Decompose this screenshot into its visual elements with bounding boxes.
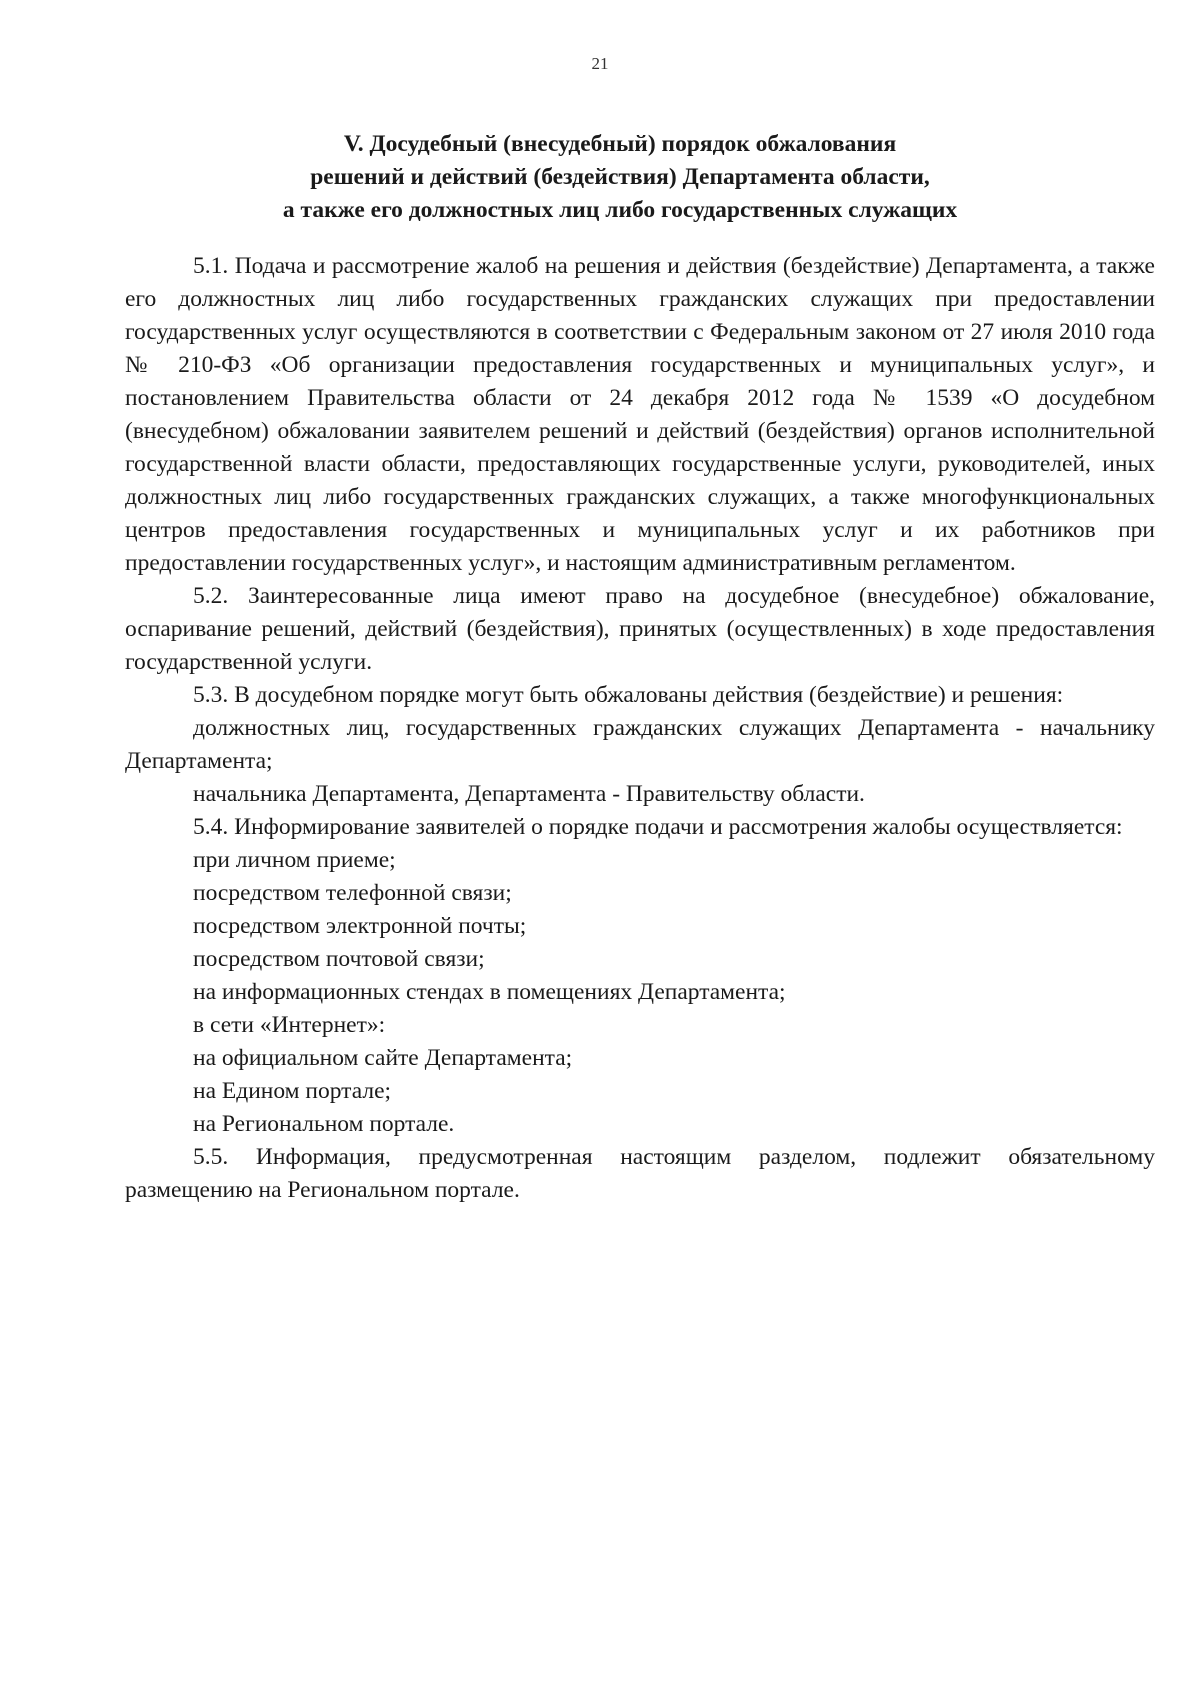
paragraph-5-3-item-2: начальника Департамента, Департамента - Правительству области. — [193, 781, 865, 807]
paragraph-5-4: 5.4. Информирование заявителей о порядке подачи и рассмотрения жалобы осуществляется: — [193, 814, 1123, 840]
paragraph-5-3: 5.3. В досудебном порядке могут быть обжалованы действия (бездействие) и решения: — [193, 682, 1064, 708]
list-item: на Едином портале; — [193, 1078, 392, 1104]
list-item: на официальном сайте Департамента; — [193, 1045, 573, 1071]
heading-line-1: V. Досудебный (внесудебный) порядок обжалования — [343, 131, 897, 157]
paragraph-5-1: 5.1. Подача и рассмотрение жалоб на решения и действия (бездействие) Департамента, а также его должностных лиц либо государственных гражданских служащих при предоставлении государственных услуг осуществляются в соответствии с Федеральным законом от 27 июля 2010 года № 210-ФЗ «Об организации предоставления государственных и муниципальных услуг», и постановлением Правительства области от 24 декабря 2012 года № 1539 «О досудебном (внесудебном) обжаловании заявителем решений и действий (бездействия) органов исполнительной государственной власти области, предоставляющих государственные услуги, руководителей, иных должностных лиц либо государственных гражданских служащих, а также многофункциональных центров предоставления государственных и муниципальных услуг и их работников при предоставлении государственных услуг», и настоящим административным регламентом. — [125, 253, 1155, 576]
list-item: на информационных стендах в помещениях Департамента; — [193, 979, 786, 1005]
list-item: посредством почтовой связи; — [193, 946, 485, 972]
section-heading — [160, 128, 1080, 227]
list-item: при личном приеме; — [193, 847, 396, 873]
heading-line-2: решений и действий (бездействия) Департамента области, — [310, 164, 930, 190]
paragraph-5-2: 5.2. Заинтересованные лица имеют право на досудебное (внесудебное) обжалование, оспаривание решений, действий (бездействия), принятых (осуществленных) в ходе предоставления государственной услуги. — [125, 583, 1155, 675]
page-number: 21 — [591, 54, 609, 73]
paragraph-5-5: 5.5. Информация, предусмотренная настоящим разделом, подлежит обязательному размещению на Региональном портале. — [125, 1144, 1155, 1203]
list-item: на Региональном портале. — [193, 1111, 455, 1137]
list-item: в сети «Интернет»: — [193, 1012, 386, 1038]
list-item: посредством электронной почты; — [193, 913, 527, 939]
paragraph-5-3-item-1: должностных лиц, государственных гражданских служащих Департамента - начальнику Департамента; — [125, 715, 1155, 774]
list-item: посредством телефонной связи; — [193, 880, 512, 906]
document-body — [125, 250, 1155, 1207]
heading-line-3: а также его должностных лиц либо государственных служащих — [282, 197, 958, 223]
